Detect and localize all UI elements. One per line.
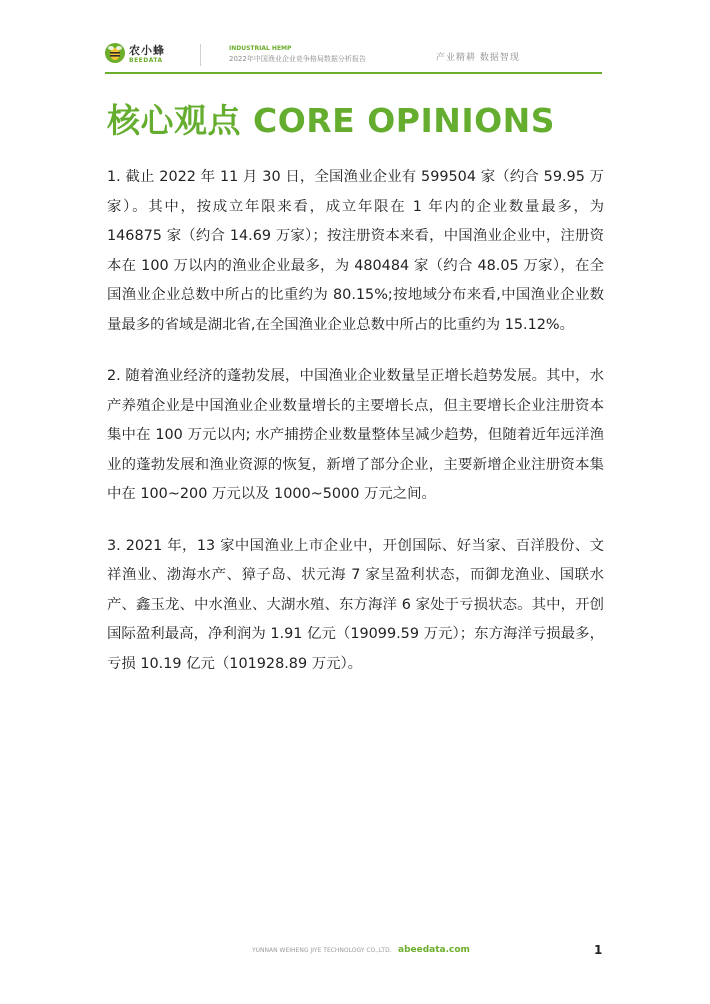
opinion-paragraph-3: 3. 2021 年，13 家中国渔业上市企业中，开创国际、好当家、百洋股份、文祥渔业、渤海水产、獐子岛、状元海 7 家呈盈利状态，而御龙渔业、国联水产、鑫玉龙、中水渔业、大湖水殖、东方海洋 6 家处于亏损状态。其中，开创国际盈利最高，净利润为 1.91 亿元（19099.59 万元）；东方海洋亏损最多，亏损 10.19 亿元（101928.89 万元）。 (107, 537, 604, 672)
header-slogan: 产业精耕 数据智现 (436, 53, 520, 63)
page-header (0, 0, 710, 75)
footer-website-link[interactable]: abeedata.com (398, 945, 470, 955)
opinion-paragraph-2: 2. 随着渔业经济的蓬勃发展，中国渔业企业数量呈正增长趋势发展。其中，水产养殖企业是中国渔业企业数量增长的主要增长点，但主要增长企业注册资本集中在 100 万元以内; 水产捕捞企业数量整体呈减少趋势，但随着近年远洋渔业的蓬勃发展和渔业资源的恢复，新增了部分企业，主要新增企业注册资本集中在 100~200 万元以及 1000~5000 万元之间。 (107, 368, 604, 502)
brand-logo (104, 40, 184, 70)
page-number: 1 (594, 943, 603, 957)
header-rule (105, 72, 602, 74)
footer-company: YUNNAN WEIHENG JIYE TECHNOLOGY CO.,LTD. (252, 947, 392, 954)
opinion-paragraph-1: 1. 截止 2022 年 11 月 30 日，全国渔业企业有 599504 家（约合 59.95 万家）。其中，按成立年限来看，成立年限在 1 年内的企业数量最多，为 146875 家（约合 14.69 万家）；按注册资本来看，中国渔业企业中，注册资本在 100 万以内的渔业企业最多，为 480484 家（约合 48.05 万家），在全国渔业企业总数中所占的比重约为 80.15%;按地域分布来看,中国渔业企业数量最多的省域是湖北省,在全国渔业企业总数中所占的比重约为 15.12%。 (107, 169, 604, 333)
bee-logo-icon (104, 42, 126, 64)
page-footer (0, 940, 710, 970)
header-tag: INDUSTRIAL HEMP (229, 45, 292, 52)
core-opinions-body (107, 163, 604, 701)
header-divider (200, 44, 201, 66)
logo-text-en: BEEDATA (129, 57, 163, 64)
logo-text-cn: 农小蜂 (129, 44, 165, 57)
page-title: 核心观点 CORE OPINIONS (107, 101, 556, 140)
report-subtitle: 2022年中国渔业企业竞争格局数据分析报告 (229, 55, 366, 63)
